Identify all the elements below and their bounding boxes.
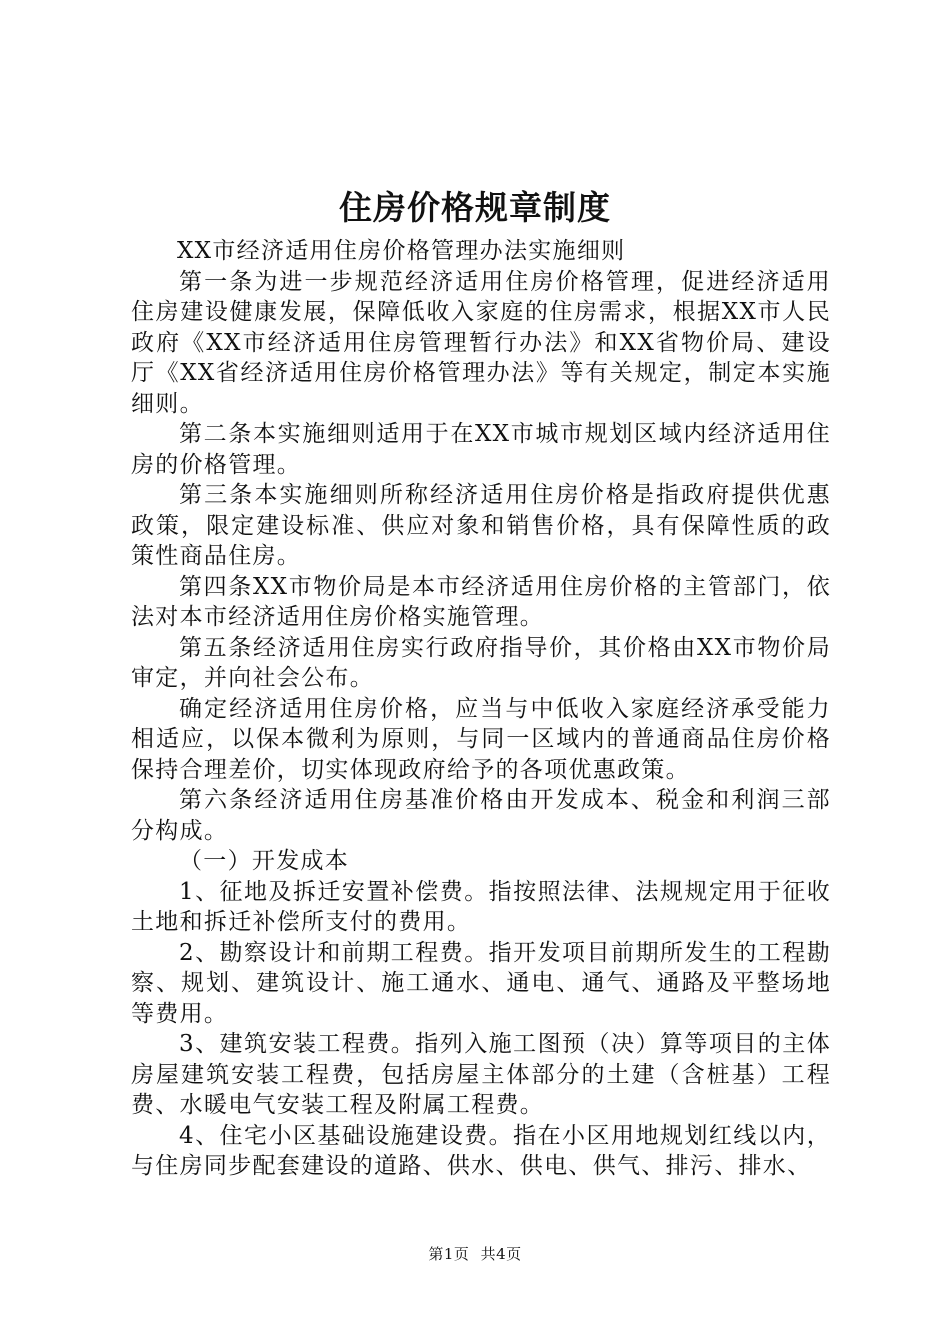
page-number: 第1页 [428,1245,470,1263]
paragraph-article-5: 第五条经济适用住房实行政府指导价，其价格由XX市物价局审定，并向社会公布。 [131,634,831,691]
paragraph-subtitle: XX市经济适用住房价格管理办法实施细则 [177,238,626,264]
paragraph-article-1: 第一条为进一步规范经济适用住房价格管理，促进经济适用住房建设健康发展，保障低收入家庭的住房需求，根据XX市人民政府《XX市经济适用住房管理暂行办法》和XX省物价局、建设厅《XX省经济适用住房价格管理办法》等有关规定，制定本实施细则。 [131,268,831,417]
section-heading-development-cost: （一）开发成本 [179,848,350,874]
list-item-3: 3、建筑安装工程费。指列入施工图预（决）算等项目的主体房屋建筑安装工程费，包括房屋主体部分的土建（含桩基）工程费、水暖电气安装工程及附属工程费。 [131,1031,831,1118]
list-item-4: 4、住宅小区基础设施建设费。指在小区用地规划红线以内，与住房同步配套建设的道路、供水、供电、供气、排污、排水、 [131,1122,831,1179]
paragraph-article-3: 第三条本实施细则所称经济适用住房价格是指政府提供优惠政策，限定建设标准、供应对象和销售价格，具有保障性质的政策性商品住房。 [131,482,831,569]
document-body [131,236,831,1182]
paragraph-price-principle: 确定经济适用住房价格，应当与中低收入家庭经济承受能力相适应，以保本微利为原则，与同一区域内的普通商品住房价格保持合理差价，切实体现政府给予的各项优惠政策。 [131,695,831,783]
paragraph-article-6: 第六条经济适用住房基准价格由开发成本、税金和利润三部分构成。 [131,787,831,844]
page-footer [0,1244,950,1264]
list-item-1: 1、征地及拆迁安置补偿费。指按照法律、法规规定用于征收土地和拆迁补偿所支付的费用。 [131,878,831,935]
document-title: 住房价格规章制度 [339,188,611,227]
list-item-2: 2、勘察设计和前期工程费。指开发项目前期所发生的工程勘察、规划、建筑设计、施工通水、通电、通气、通路及平整场地等费用。 [131,939,831,1027]
page-total: 共4页 [480,1245,522,1263]
paragraph-article-2: 第二条本实施细则适用于在XX市城市规划区域内经济适用住房的价格管理。 [131,421,831,478]
paragraph-article-4: 第四条XX市物价局是本市经济适用住房价格的主管部门，依法对本市经济适用住房价格实施管理。 [131,573,831,630]
